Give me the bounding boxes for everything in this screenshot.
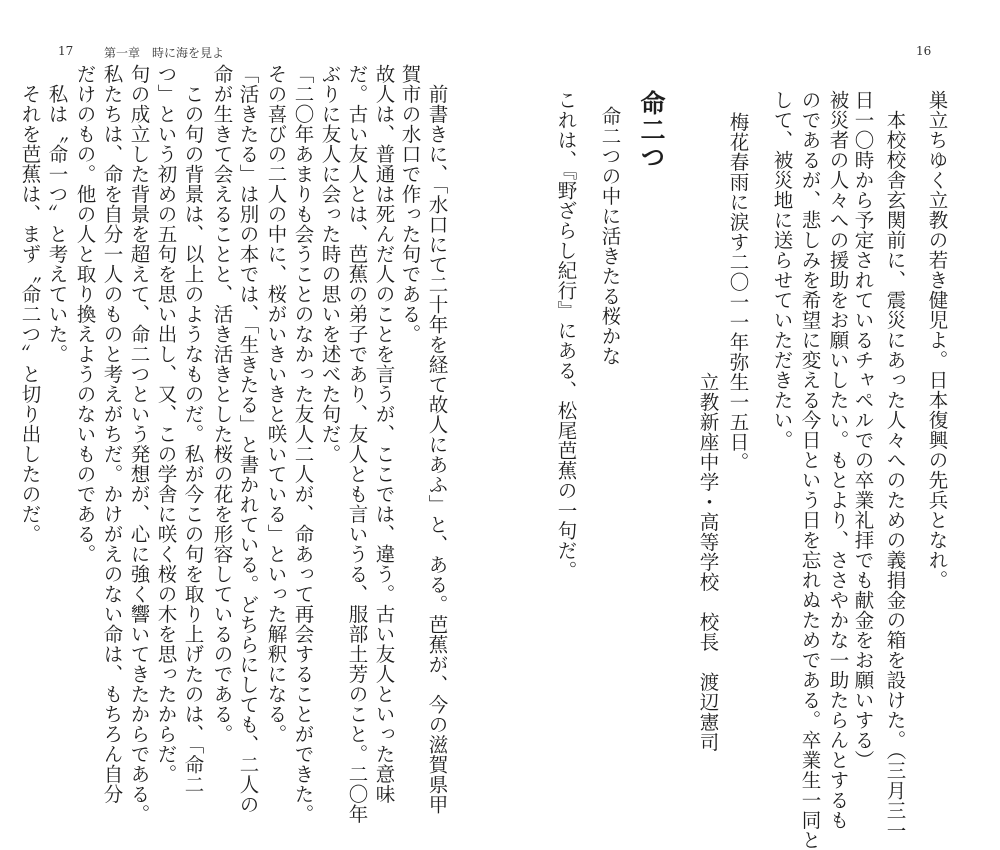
body-line: 前書きに、「水口にて二十年を経て故人にあふ」と、ある。芭蕉が、今の滋賀県甲 [425,64,449,815]
body-line: 「二〇年あまりも会うことのなかった友人二人が、命あって再会することができた。 [291,64,315,824]
body-line: ぶりに友人に会った時の思いを述べた句だ。 [318,64,342,464]
body-line: のであるが、悲しみを希望に変える今日という日を忘れぬためである。卒業生一同と [798,90,822,850]
intro-line: これは、『野ざらし紀行』にある、松尾芭蕉の一句だ。 [554,90,578,581]
body-line: して、被災地に送らせていただきたい。 [770,90,794,450]
running-title: 第一章 時に海を見よ [104,46,225,60]
body-line: 被災者の人々への援助をお願いしたい。もとより、ささやかな一助たらんとするも [826,90,850,830]
body-line: 句の成立した背景を超えて、命二つという発想が、心に強く響いてきたからである。 [127,64,151,824]
body-line: 賀市の水口で作った句である。 [398,64,422,344]
body-line: 故人は、普通は死んだ人のことを言うが、ここでは、違う。古い友人といった意味 [372,64,396,804]
body-line: 私は〝命一つ〟と考えていた。 [45,64,69,364]
haiku: 命二つの中に活きたる桜かな [598,106,622,366]
right-page-number: 16 [916,44,932,58]
left-page [0,0,500,824]
body-line: 日一〇時から予定されているチャペルでの卒業礼拝でも献金をお願いする） [851,90,875,770]
left-page-number: 17 [58,44,74,58]
body-line: 本校校舎玄関前に、震災にあった人々へのための義捐金の箱を設けた。（三月三一 [883,90,907,841]
body-line: だ。古い友人とは、芭蕉の弟子であり、友人とも言いうる、服部土芳のこと。二〇年 [345,64,369,824]
body-line: つ」という初めの五句を思い出し、又、この学舎に咲く桜の木を思ったからだ。 [154,64,178,784]
body-line: この句の背景は、以上のようなものだ。私が今この句を取り上げたのは、「命二 [181,64,205,795]
body-line: その喜びの二人の中に、桜がいきいきと咲いている」といった解釈になる。 [264,64,288,744]
right-page [500,0,1000,850]
date-line: 梅花春雨に涙す二〇一一年弥生一五日。 [726,112,750,472]
body-line: 命が生きて会えることと、活き活きとした桜の花を形容しているのである。 [210,64,234,744]
section-heading: 命二つ [637,90,666,171]
signature: 立教新座中学・高等学校 校長 渡辺憲司 [696,372,720,752]
body-line: 巣立ちゆく立教の若き健児よ。日本復興の先兵となれ。 [925,90,949,590]
body-line: 「活きたる」は別の本では、「生きたる」と書かれている。どちらにしても、二人の [236,64,260,815]
body-line: 私たちは、命を自分一人のものと考えがちだ。かけがえのない命は、もちろん自分 [100,64,124,804]
body-line: それを芭蕉は、まず〝命二つ〟と切り出したのだ。 [18,64,42,544]
body-line: だけのもの。他の人と取り換えようのないものである。 [73,64,97,564]
